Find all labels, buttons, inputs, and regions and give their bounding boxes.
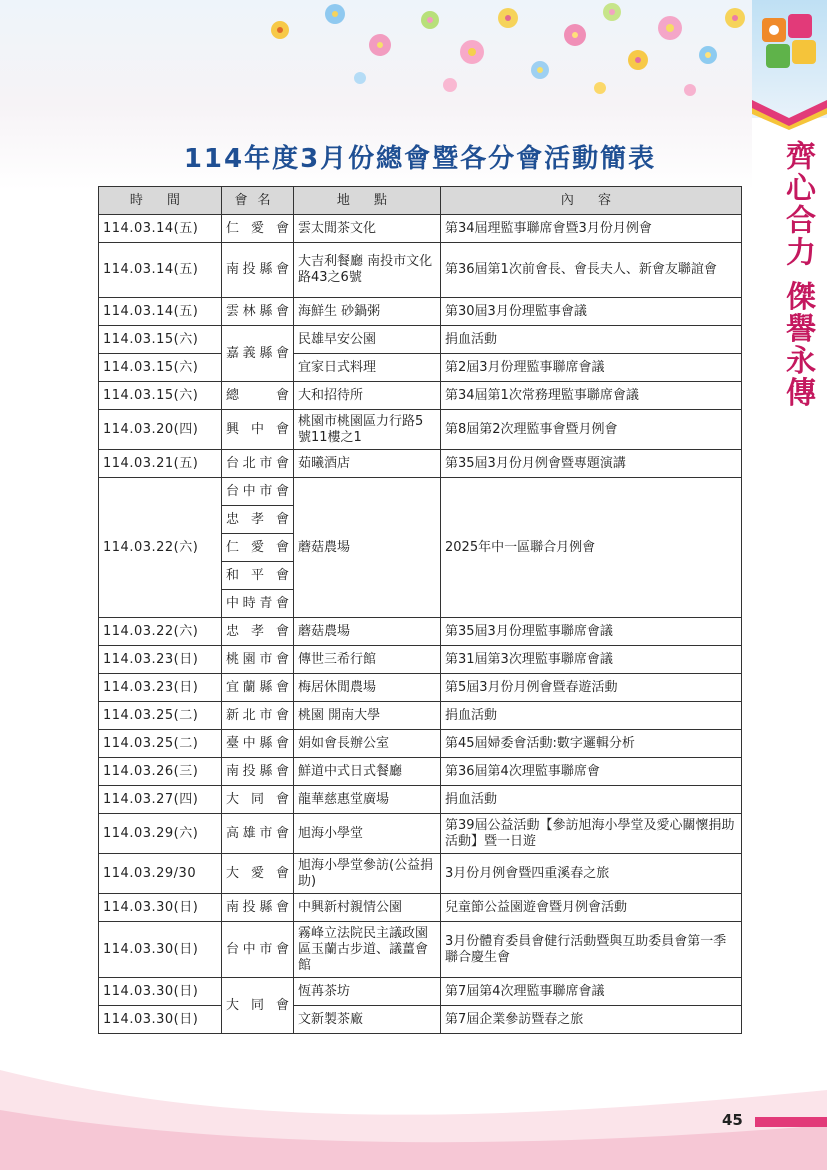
row-time: 114.03.14(五)	[99, 243, 222, 298]
row-time: 114.03.26(三)	[99, 758, 222, 786]
row-branch: 嘉義縣會	[222, 326, 294, 382]
table-row	[99, 298, 742, 326]
table-header-row	[99, 187, 742, 215]
puzzle-icon	[752, 0, 827, 100]
table-row	[99, 450, 742, 478]
table-row	[99, 758, 742, 786]
table-row	[99, 410, 742, 450]
header-time: 時 間	[99, 187, 222, 215]
row-place: 蘑菇農場	[294, 478, 441, 618]
flower-icon	[271, 3, 745, 96]
row-place: 鮮道中式日式餐廳	[294, 758, 441, 786]
table-row	[99, 354, 742, 382]
row-place: 蘑菇農場	[294, 618, 441, 646]
row-place: 宜家日式料理	[294, 354, 441, 382]
row-content: 第30屆3月份理監事會議	[441, 298, 742, 326]
table-row	[99, 326, 742, 354]
row-branch: 大 愛 會	[222, 854, 294, 894]
row-place: 桃園 開南大學	[294, 702, 441, 730]
row-time: 114.03.15(六)	[99, 354, 222, 382]
table-row	[99, 922, 742, 978]
row-branch: 桃園市會	[222, 646, 294, 674]
table-row	[99, 730, 742, 758]
row-time: 114.03.27(四)	[99, 786, 222, 814]
row-content: 第34屆第1次常務理監事聯席會議	[441, 382, 742, 410]
row-place: 大吉利餐廳 南投市文化路43之6號	[294, 243, 441, 298]
row-branch: 雲林縣會	[222, 298, 294, 326]
row-place: 旭海小學堂參訪(公益捐助)	[294, 854, 441, 894]
table-row	[99, 786, 742, 814]
side-title: 齊心合力 傑譽永傳	[780, 140, 815, 409]
row-branch: 臺中縣會	[222, 730, 294, 758]
row-branch: 台中市會	[222, 922, 294, 978]
page-number-bar	[755, 1117, 827, 1127]
row-content: 第39屆公益活動【參訪旭海小學堂及愛心關懷捐助活動】暨一日遊	[441, 814, 742, 854]
bottom-wave-decoration	[0, 1030, 827, 1170]
row-time: 114.03.21(五)	[99, 450, 222, 478]
page-title: 114年度3月份總會暨各分會活動簡表	[183, 144, 657, 174]
row-time: 114.03.15(六)	[99, 326, 222, 354]
row-time: 114.03.23(日)	[99, 646, 222, 674]
row-time: 114.03.29(六)	[99, 814, 222, 854]
row-content: 2025年中一區聯合月例會	[441, 478, 742, 618]
row-content: 捐血活動	[441, 702, 742, 730]
row-branch: 仁 愛 會	[222, 534, 294, 562]
row-place: 霧峰立法院民主議政園區玉蘭古步道、議薑會館	[294, 922, 441, 978]
row-place: 大和招待所	[294, 382, 441, 410]
row-branch: 台中市會	[222, 478, 294, 506]
row-time: 114.03.30(日)	[99, 922, 222, 978]
row-time: 114.03.25(二)	[99, 730, 222, 758]
flower-decoration	[240, 0, 760, 110]
chevron-decoration	[752, 100, 827, 130]
table-row	[99, 478, 742, 506]
row-time: 114.03.30(日)	[99, 978, 222, 1006]
row-time: 114.03.14(五)	[99, 215, 222, 243]
row-place: 桃園市桃園區力行路5號11樓之1	[294, 410, 441, 450]
row-place: 民雄早安公園	[294, 326, 441, 354]
row-branch: 大 同 會	[222, 786, 294, 814]
row-content: 捐血活動	[441, 786, 742, 814]
row-branch: 宜蘭縣會	[222, 674, 294, 702]
row-place: 中興新村親情公園	[294, 894, 441, 922]
schedule-table	[98, 186, 742, 1034]
row-content: 第2屆3月份理監事聯席會議	[441, 354, 742, 382]
row-branch: 高雄市會	[222, 814, 294, 854]
table-row	[99, 674, 742, 702]
row-place: 文新製茶廠	[294, 1006, 441, 1034]
row-content: 捐血活動	[441, 326, 742, 354]
row-place: 龍華慈惠堂廣場	[294, 786, 441, 814]
row-content: 第35屆3月份月例會暨專題演講	[441, 450, 742, 478]
row-branch: 興 中 會	[222, 410, 294, 450]
row-content: 第34屆理監事聯席會暨3月份月例會	[441, 215, 742, 243]
row-time: 114.03.30(日)	[99, 1006, 222, 1034]
table-row	[99, 382, 742, 410]
row-content: 第36屆第1次前會長、會長夫人、新會友聯誼會	[441, 243, 742, 298]
row-content: 第7屆第4次理監事聯席會議	[441, 978, 742, 1006]
row-time: 114.03.14(五)	[99, 298, 222, 326]
row-place: 娟如會長辦公室	[294, 730, 441, 758]
row-time: 114.03.23(日)	[99, 674, 222, 702]
table-row	[99, 702, 742, 730]
row-content: 第31屆第3次理監事聯席會議	[441, 646, 742, 674]
table-row	[99, 814, 742, 854]
row-place: 傳世三希行館	[294, 646, 441, 674]
row-branch: 新北市會	[222, 702, 294, 730]
page-number: 45	[722, 1111, 743, 1129]
row-place: 旭海小學堂	[294, 814, 441, 854]
row-time: 114.03.15(六)	[99, 382, 222, 410]
table-row	[99, 854, 742, 894]
row-content: 第35屆3月份理監事聯席會議	[441, 618, 742, 646]
row-content: 3月份月例會暨四重溪春之旅	[441, 854, 742, 894]
table-row	[99, 646, 742, 674]
row-branch: 仁 愛 會	[222, 215, 294, 243]
table-row	[99, 243, 742, 298]
row-branch: 南投縣會	[222, 758, 294, 786]
row-branch: 南投縣會	[222, 243, 294, 298]
row-time: 114.03.29/30	[99, 854, 222, 894]
row-time: 114.03.22(六)	[99, 618, 222, 646]
row-content: 3月份體育委員會健行活動暨與互助委員會第一季聯合慶生會	[441, 922, 742, 978]
header-content: 內 容	[441, 187, 742, 215]
row-branch: 總 會	[222, 382, 294, 410]
row-content: 第8屆第2次理監事會暨月例會	[441, 410, 742, 450]
row-place: 梅居休閒農場	[294, 674, 441, 702]
header-place: 地 點	[294, 187, 441, 215]
row-branch: 和 平 會	[222, 562, 294, 590]
row-branch: 忠 孝 會	[222, 506, 294, 534]
row-branch: 中時青會	[222, 590, 294, 618]
row-content: 兒童節公益園遊會暨月例會活動	[441, 894, 742, 922]
row-branch: 忠 孝 會	[222, 618, 294, 646]
row-place: 海鮮生 砂鍋粥	[294, 298, 441, 326]
header-branch: 會名	[222, 187, 294, 215]
table-row	[99, 618, 742, 646]
row-time: 114.03.30(日)	[99, 894, 222, 922]
row-content: 第45屆婦委會活動:數字邏輯分析	[441, 730, 742, 758]
row-content: 第36屆第4次理監事聯席會	[441, 758, 742, 786]
row-branch: 大 同 會	[222, 978, 294, 1034]
row-content: 第7屆企業參訪暨春之旅	[441, 1006, 742, 1034]
row-content: 第5屆3月份月例會暨春遊活動	[441, 674, 742, 702]
row-place: 恆苒茶坊	[294, 978, 441, 1006]
row-time: 114.03.20(四)	[99, 410, 222, 450]
row-time: 114.03.25(二)	[99, 702, 222, 730]
row-branch: 台北市會	[222, 450, 294, 478]
table-row	[99, 894, 742, 922]
table-row	[99, 215, 742, 243]
row-time: 114.03.22(六)	[99, 478, 222, 618]
row-place: 雲太閒茶文化	[294, 215, 441, 243]
table-row	[99, 978, 742, 1006]
row-place: 茹曦酒店	[294, 450, 441, 478]
row-branch: 南投縣會	[222, 894, 294, 922]
